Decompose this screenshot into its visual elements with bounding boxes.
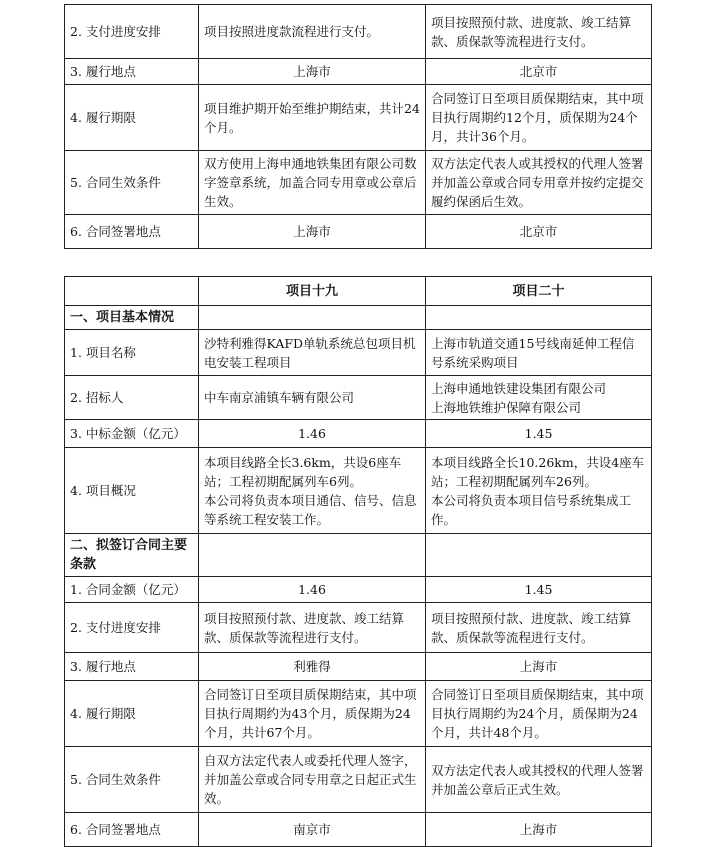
table-row xyxy=(65,681,652,747)
table-row xyxy=(65,85,652,151)
cell-b: 上海市轨道交通15号线南延伸工程信号系统采购项目 xyxy=(426,330,652,376)
header-project-b: 项目二十 xyxy=(426,277,652,306)
table-row xyxy=(65,376,652,420)
overview-paragraph: 本公司将负责本项目通信、信号、信息等系统工程安装工作。 xyxy=(204,492,417,527)
cell-a: 南京市 xyxy=(199,813,426,847)
row-label: 6. 合同签署地点 xyxy=(65,813,199,847)
cell-b xyxy=(426,376,652,420)
cell-b: 北京市 xyxy=(426,59,652,85)
cell-a: 项目维护期开始至维护期结束，共计24个月。 xyxy=(199,85,426,151)
cell-b xyxy=(426,534,652,577)
table-row xyxy=(65,215,652,249)
cell-a: 中车南京浦镇车辆有限公司 xyxy=(199,376,426,420)
cell-b: 合同签订日至项目质保期结束，其中项目执行周期约为24个月，质保期为24个月，共计48个月。 xyxy=(426,681,652,747)
table-row xyxy=(65,603,652,653)
row-label: 6. 合同签署地点 xyxy=(65,215,199,249)
table-row xyxy=(65,59,652,85)
section-title: 二、拟签订合同主要条款 xyxy=(65,534,199,577)
row-label: 3. 履行地点 xyxy=(65,653,199,681)
table-row xyxy=(65,330,652,376)
cell-b: 北京市 xyxy=(426,215,652,249)
cell-b xyxy=(426,306,652,330)
table-row xyxy=(65,747,652,813)
table-row xyxy=(65,420,652,448)
cell-a: 自双方法定代表人或委托代理人签字，并加盖公章或合同专用章之日起正式生效。 xyxy=(199,747,426,813)
cell-b: 合同签订日至项目质保期结束，其中项目执行周期约12个月，质保期为24个月，共计36个月。 xyxy=(426,85,652,151)
row-label: 4. 项目概况 xyxy=(65,448,199,534)
table-row xyxy=(65,5,652,59)
section-row xyxy=(65,306,652,330)
overview-paragraph: 本项目线路全长3.6km，共设6座车站；工程初期配属列车6列。 xyxy=(204,454,402,489)
row-label: 1. 项目名称 xyxy=(65,330,199,376)
cell-b: 上海市 xyxy=(426,813,652,847)
cell-b: 双方法定代表人或其授权的代理人签署并加盖公章或合同专用章并按约定提交履约保函后生效。 xyxy=(426,151,652,215)
row-label: 4. 履行期限 xyxy=(65,85,199,151)
cell-b: 项目按照预付款、进度款、竣工结算款、质保款等流程进行支付。 xyxy=(426,5,652,59)
table-header-row xyxy=(65,277,652,306)
table-row xyxy=(65,448,652,534)
table-row xyxy=(65,151,652,215)
tenderer-line: 上海地铁维护保障有限公司 xyxy=(431,399,582,415)
row-label: 3. 中标金额（亿元） xyxy=(65,420,199,448)
cell-a: 上海市 xyxy=(199,215,426,249)
cell-a: 1.46 xyxy=(199,577,426,603)
cell-a: 利雅得 xyxy=(199,653,426,681)
cell-a xyxy=(199,306,426,330)
project-comparison-table xyxy=(64,276,652,847)
section-title: 一、项目基本情况 xyxy=(65,306,199,330)
cell-b: 上海市 xyxy=(426,653,652,681)
cell-a: 项目按照进度款流程进行支付。 xyxy=(199,5,426,59)
cell-a: 项目按照预付款、进度款、竣工结算款、质保款等流程进行支付。 xyxy=(199,603,426,653)
cell-a: 1.46 xyxy=(199,420,426,448)
row-label: 5. 合同生效条件 xyxy=(65,747,199,813)
cell-b: 1.45 xyxy=(426,577,652,603)
contract-table-continued xyxy=(64,4,652,249)
row-label: 2. 招标人 xyxy=(65,376,199,420)
table-row xyxy=(65,813,652,847)
cell-a xyxy=(199,448,426,534)
row-label: 1. 合同金额（亿元） xyxy=(65,577,199,603)
header-project-a: 项目十九 xyxy=(199,277,426,306)
table-row xyxy=(65,577,652,603)
cell-b xyxy=(426,448,652,534)
tenderer-line: 上海申通地铁建设集团有限公司 xyxy=(431,380,607,396)
cell-a: 合同签订日至项目质保期结束，其中项目执行周期约为43个月，质保期为24个月，共计67个月。 xyxy=(199,681,426,747)
cell-a: 上海市 xyxy=(199,59,426,85)
cell-a: 沙特利雅得KAFD单轨系统总包项目机电安装工程项目 xyxy=(199,330,426,376)
section-row xyxy=(65,534,652,577)
cell-b: 项目按照预付款、进度款、竣工结算款、质保款等流程进行支付。 xyxy=(426,603,652,653)
overview-paragraph: 本项目线路全长10.26km，共设4座车站；工程初期配属列车26列。 xyxy=(431,454,645,489)
row-label: 2. 支付进度安排 xyxy=(65,603,199,653)
row-label: 2. 支付进度安排 xyxy=(65,5,199,59)
row-label: 5. 合同生效条件 xyxy=(65,151,199,215)
row-label: 4. 履行期限 xyxy=(65,681,199,747)
cell-a: 双方使用上海申通地铁集团有限公司数字签章系统，加盖合同专用章或公章后生效。 xyxy=(199,151,426,215)
cell-b: 双方法定代表人或其授权的代理人签署并加盖公章后正式生效。 xyxy=(426,747,652,813)
table-row xyxy=(65,653,652,681)
row-label: 3. 履行地点 xyxy=(65,59,199,85)
cell-b: 1.45 xyxy=(426,420,652,448)
header-blank xyxy=(65,277,199,306)
overview-paragraph: 本公司将负责本项目信号系统集成工作。 xyxy=(431,492,632,527)
cell-a xyxy=(199,534,426,577)
